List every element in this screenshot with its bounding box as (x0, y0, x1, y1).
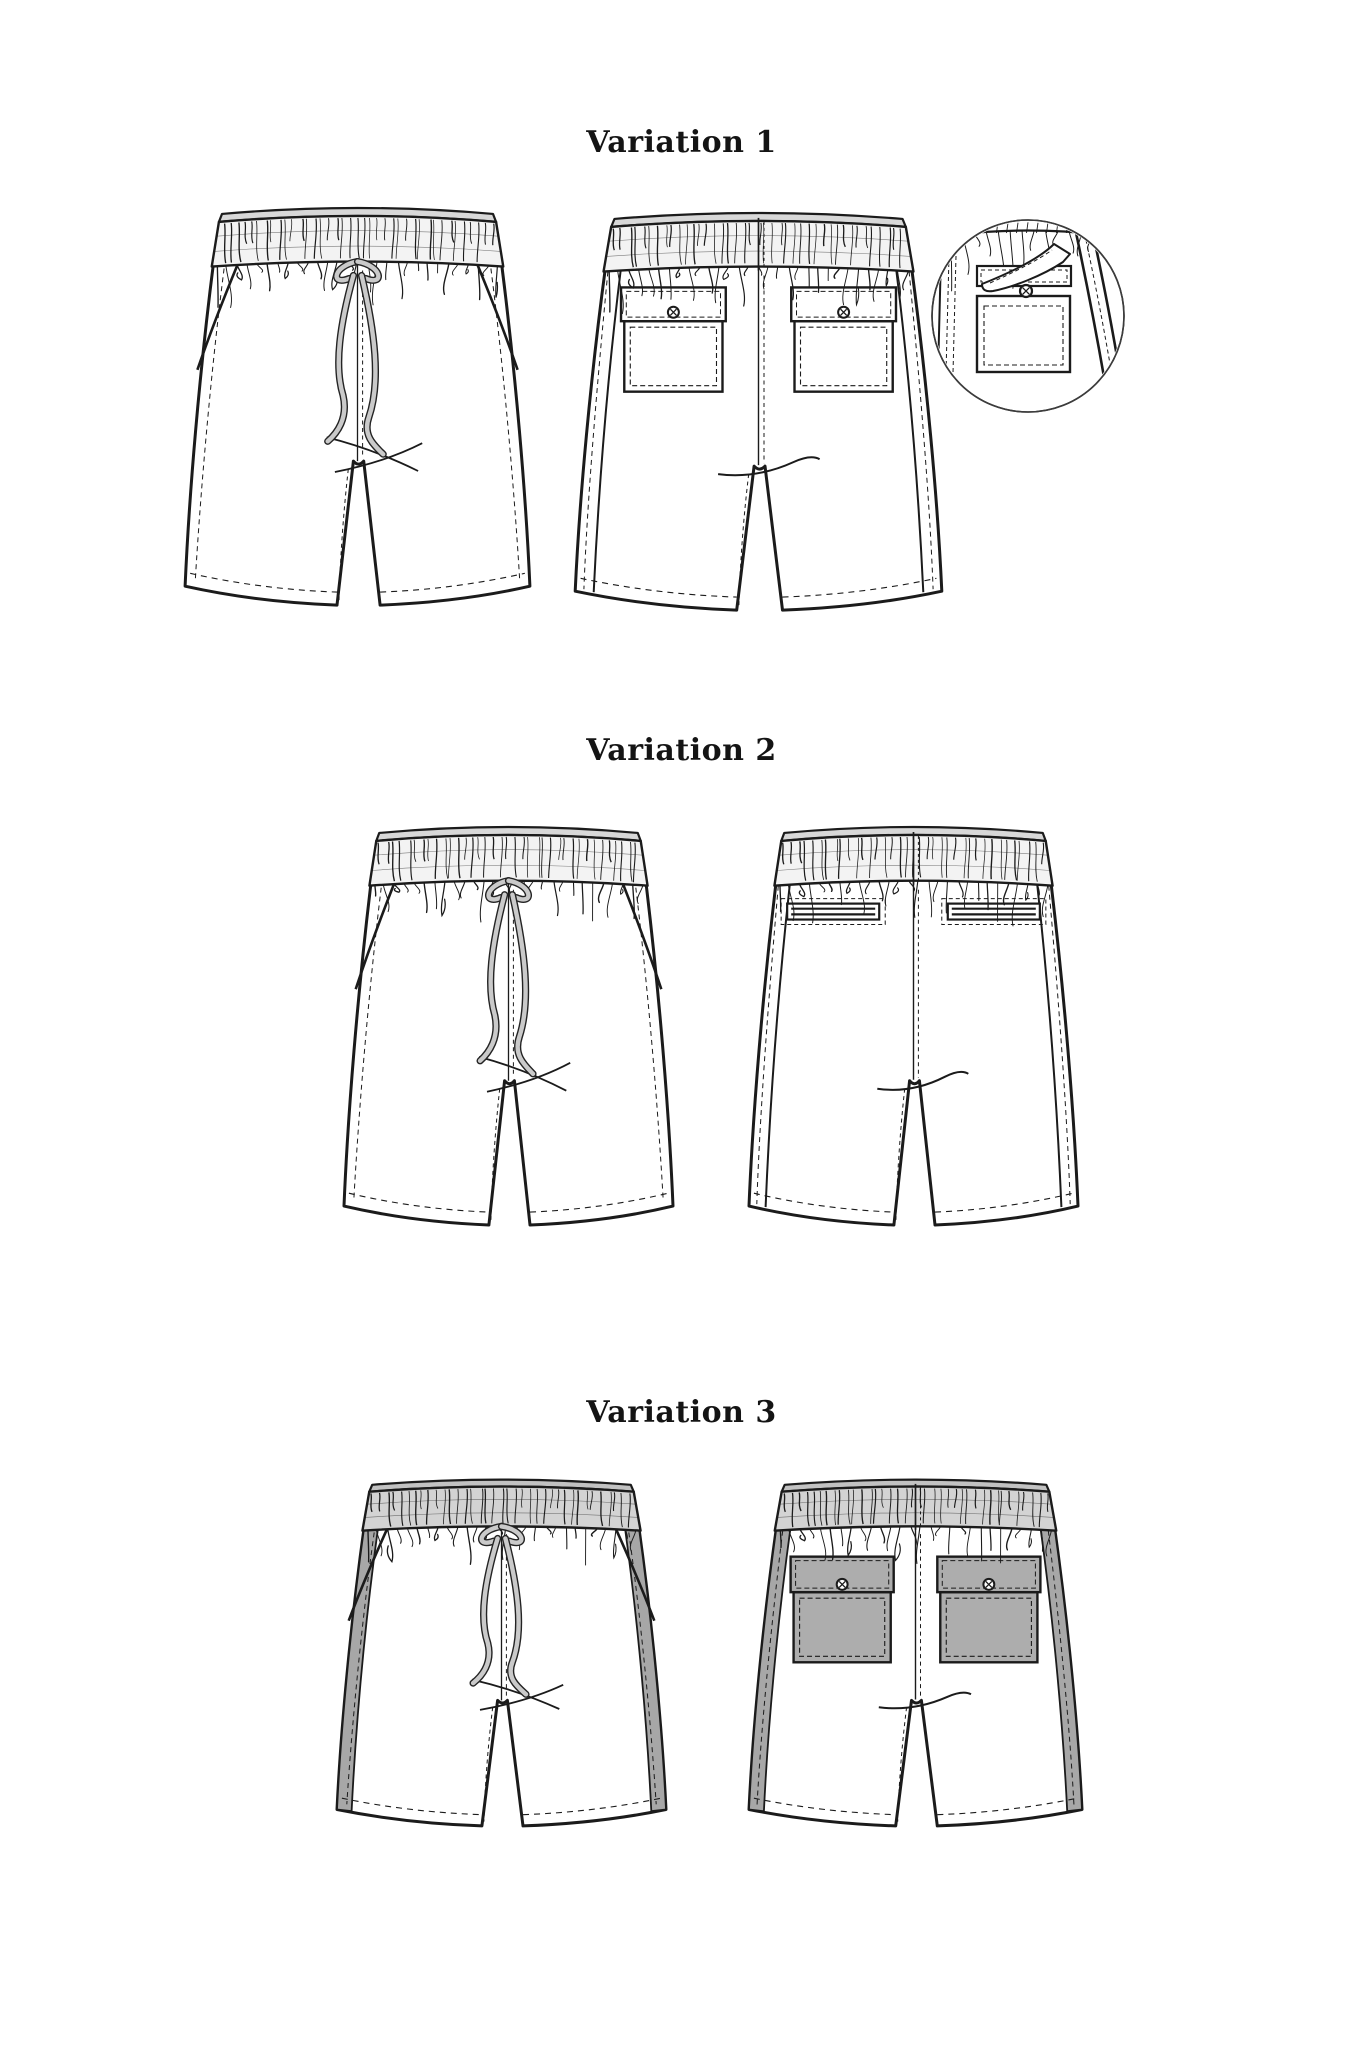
variation-3-front-view (337, 1480, 666, 1826)
variation-2-title: Variation 2 (586, 733, 777, 768)
variation-1-back-view (575, 213, 942, 610)
variation-1-detail-circle (932, 219, 1126, 414)
variation-2-back-view (749, 827, 1078, 1225)
variation-3-back-view (749, 1480, 1082, 1826)
variation-1-front-view (185, 208, 530, 605)
variation-2-front-view (344, 827, 673, 1225)
variation-1-title: Variation 1 (586, 125, 777, 160)
variation-3-title: Variation 3 (586, 1395, 777, 1430)
